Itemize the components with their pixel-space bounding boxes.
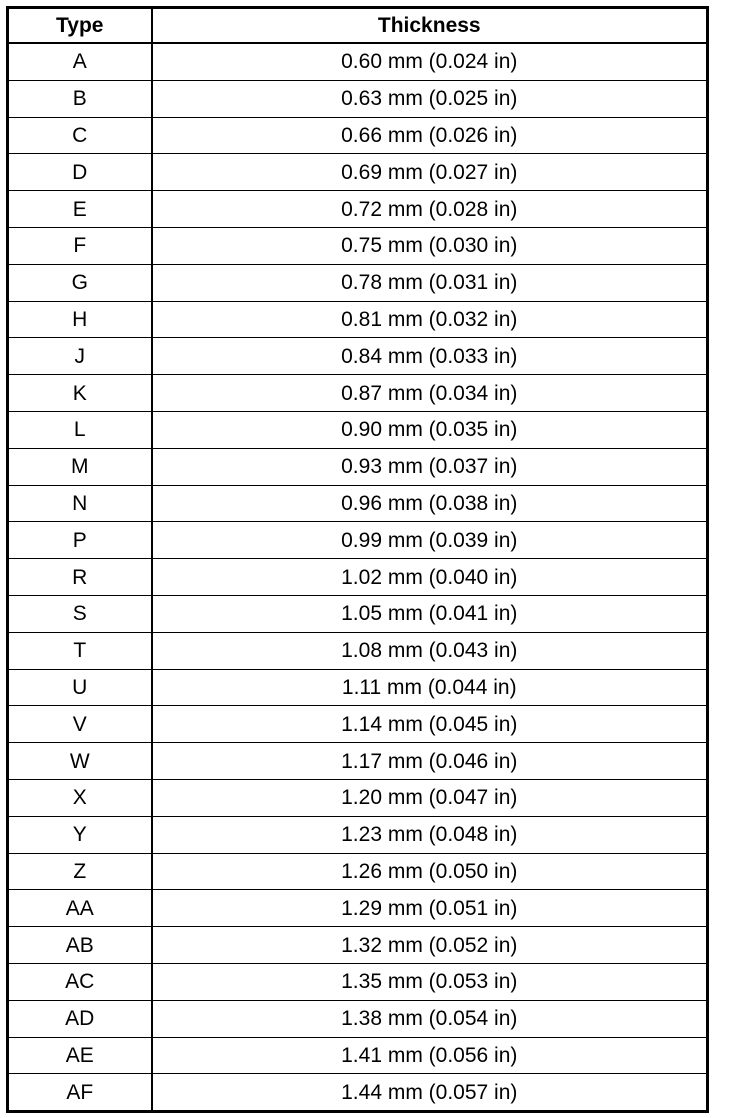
type-cell: N (8, 485, 152, 522)
thickness-cell: 0.90 mm (0.035 in) (152, 411, 708, 448)
table-row (8, 191, 708, 228)
type-cell: H (8, 301, 152, 338)
thickness-cell: 1.11 mm (0.044 in) (152, 669, 708, 706)
thickness-cell: 0.60 mm (0.024 in) (152, 43, 708, 80)
type-cell: G (8, 264, 152, 301)
type-cell: J (8, 338, 152, 375)
thickness-cell: 0.99 mm (0.039 in) (152, 522, 708, 559)
thickness-cell: 1.08 mm (0.043 in) (152, 632, 708, 669)
table-row (8, 632, 708, 669)
thickness-cell: 1.02 mm (0.040 in) (152, 559, 708, 596)
thickness-cell: 1.14 mm (0.045 in) (152, 706, 708, 743)
type-cell: A (8, 43, 152, 80)
type-cell: Y (8, 816, 152, 853)
type-cell: P (8, 522, 152, 559)
table-row (8, 816, 708, 853)
table-row (8, 154, 708, 191)
table-row (8, 227, 708, 264)
table-row (8, 43, 708, 80)
thickness-cell: 1.38 mm (0.054 in) (152, 1000, 708, 1037)
thickness-cell: 1.05 mm (0.041 in) (152, 595, 708, 632)
type-cell: V (8, 706, 152, 743)
table-row (8, 927, 708, 964)
type-cell: U (8, 669, 152, 706)
thickness-cell: 1.26 mm (0.050 in) (152, 853, 708, 890)
table-row (8, 117, 708, 154)
header-row (8, 8, 708, 44)
table-row (8, 522, 708, 559)
type-cell: F (8, 227, 152, 264)
thickness-cell: 1.44 mm (0.057 in) (152, 1074, 708, 1112)
type-cell: R (8, 559, 152, 596)
table-row (8, 669, 708, 706)
type-cell: S (8, 595, 152, 632)
table-row (8, 779, 708, 816)
table-row (8, 375, 708, 412)
table-row (8, 338, 708, 375)
type-cell: E (8, 191, 152, 228)
table-row (8, 559, 708, 596)
thickness-cell: 1.17 mm (0.046 in) (152, 743, 708, 780)
table-row (8, 301, 708, 338)
type-cell: W (8, 743, 152, 780)
table-row (8, 264, 708, 301)
table-row (8, 1037, 708, 1074)
type-cell: B (8, 80, 152, 117)
thickness-cell: 0.87 mm (0.034 in) (152, 375, 708, 412)
table-row (8, 1074, 708, 1112)
thickness-cell: 0.75 mm (0.030 in) (152, 227, 708, 264)
type-cell: AD (8, 1000, 152, 1037)
table-row (8, 853, 708, 890)
thickness-cell: 1.35 mm (0.053 in) (152, 963, 708, 1000)
thickness-cell: 1.41 mm (0.056 in) (152, 1037, 708, 1074)
type-cell: T (8, 632, 152, 669)
thickness-cell: 0.72 mm (0.028 in) (152, 191, 708, 228)
table-row (8, 963, 708, 1000)
type-cell: L (8, 411, 152, 448)
type-cell: D (8, 154, 152, 191)
type-cell: K (8, 375, 152, 412)
type-cell: AB (8, 927, 152, 964)
table-row (8, 80, 708, 117)
thickness-cell: 1.29 mm (0.051 in) (152, 890, 708, 927)
thickness-cell: 0.93 mm (0.037 in) (152, 448, 708, 485)
thickness-cell: 0.63 mm (0.025 in) (152, 80, 708, 117)
table-row (8, 706, 708, 743)
thickness-column-header: Thickness (152, 8, 708, 44)
thickness-table (6, 6, 709, 1113)
type-cell: C (8, 117, 152, 154)
table-row (8, 595, 708, 632)
table-body (8, 43, 708, 1112)
type-cell: X (8, 779, 152, 816)
type-cell: AC (8, 963, 152, 1000)
thickness-cell: 0.84 mm (0.033 in) (152, 338, 708, 375)
type-column-header: Type (8, 8, 152, 44)
table-row (8, 411, 708, 448)
thickness-cell: 0.69 mm (0.027 in) (152, 154, 708, 191)
thickness-cell: 0.78 mm (0.031 in) (152, 264, 708, 301)
thickness-cell: 1.20 mm (0.047 in) (152, 779, 708, 816)
table-row (8, 1000, 708, 1037)
thickness-cell: 1.23 mm (0.048 in) (152, 816, 708, 853)
type-cell: M (8, 448, 152, 485)
table-row (8, 485, 708, 522)
thickness-cell: 0.81 mm (0.032 in) (152, 301, 708, 338)
table-row (8, 890, 708, 927)
thickness-cell: 0.66 mm (0.026 in) (152, 117, 708, 154)
thickness-cell: 1.32 mm (0.052 in) (152, 927, 708, 964)
type-cell: AE (8, 1037, 152, 1074)
table-row (8, 448, 708, 485)
thickness-cell: 0.96 mm (0.038 in) (152, 485, 708, 522)
type-cell: Z (8, 853, 152, 890)
type-cell: AF (8, 1074, 152, 1112)
type-cell: AA (8, 890, 152, 927)
table-row (8, 743, 708, 780)
